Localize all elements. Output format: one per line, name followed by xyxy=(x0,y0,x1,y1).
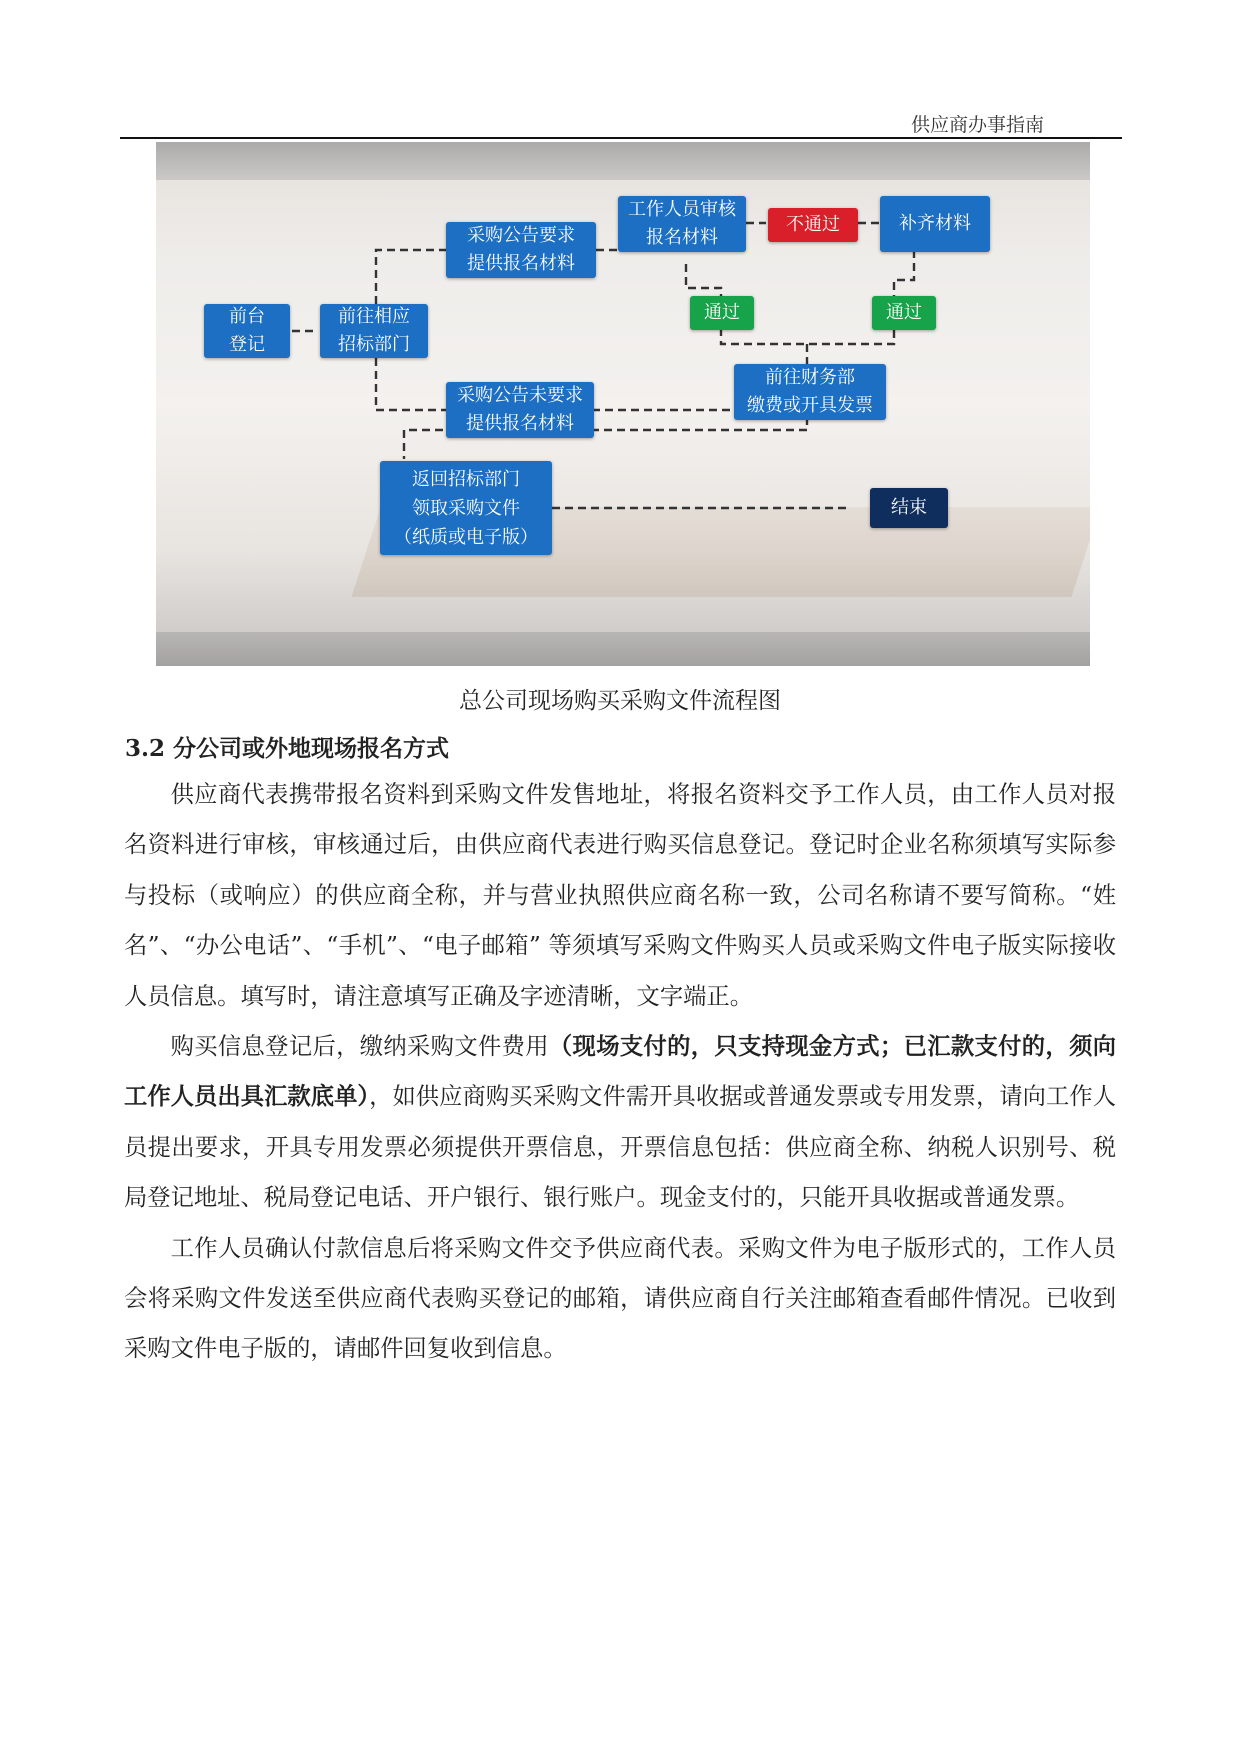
node-return-dept: 返回招标部门 领取采购文件 （纸质或电子版） xyxy=(380,461,552,555)
paragraph-1: 供应商代表携带报名资料到采购文件发售地址，将报名资料交予工作人员，由工作人员对报名资料进行审核，审核通过后，由供应商代表进行购买信息登记。登记时企业名称须填写实际参与投标（或响应）的供应商全称，并与营业执照供应商名称一致，公司名称请不要写简称。“姓名”、“办公电话”、“手机”、“电子邮箱” 等须填写采购文件购买人员或采购文件电子版实际接收人员信息。填写时，请注意填写正确及字迹清晰，文字端正。 xyxy=(124,781,1116,1010)
node-end: 结束 xyxy=(870,488,948,528)
paragraph-2 xyxy=(124,1022,1116,1224)
flowchart-figure xyxy=(156,142,1090,666)
node-no-req-materials: 采购公告未要求 提供报名材料 xyxy=(446,382,594,438)
connector-pass-merge xyxy=(721,328,894,344)
node-pass-2: 通过 xyxy=(872,296,936,330)
connector-review-to-pass1 xyxy=(686,264,721,296)
paragraph-2-part-b: ，如供应商购买采购文件需开具收据或普通发票或专用发票，请向工作人员提出要求，开具专用发票必须提供开票信息，开票信息包括：供应商全称、纳税人识别号、税局登记地址、税局登记电话、开户银行、银行账户。现金支付的，只能开具收据或普通发票。 xyxy=(124,1083,1116,1212)
paragraph-2-bold: （现场支付的，只支持现金方式；已汇款支付的，须向工作人员出具汇款底单） xyxy=(124,1033,1117,1111)
node-finance: 前往财务部 缴费或开具发票 xyxy=(734,364,886,420)
header-rule xyxy=(120,137,1122,139)
section-heading: 3.2 分公司或外地现场报名方式 xyxy=(125,735,450,762)
node-supplement: 补齐材料 xyxy=(880,196,990,252)
connector-dept-to-req xyxy=(376,250,446,304)
section-body xyxy=(124,770,1116,1375)
node-pass-1: 通过 xyxy=(690,296,754,330)
node-req-materials: 采购公告要求 提供报名材料 xyxy=(446,222,596,278)
node-front-desk: 前台 登记 xyxy=(204,304,290,358)
node-staff-review: 工作人员审核 报名材料 xyxy=(618,196,746,252)
paragraph-2-part-a: 购买信息登记后，缴纳采购文件费用 xyxy=(170,1033,549,1061)
paragraph-3: 工作人员确认付款信息后将采购文件交予供应商代表。采购文件为电子版形式的，工作人员会将采购文件发送至供应商代表购买登记的邮箱，请供应商自行关注邮箱查看邮件情况。已收到采购文件电子版的，请邮件回复收到信息。 xyxy=(124,1234,1116,1363)
node-fail: 不通过 xyxy=(768,208,858,242)
connector-supplement-to-pass2 xyxy=(894,250,914,296)
figure-caption: 总公司现场购买采购文件流程图 xyxy=(459,688,781,714)
header-title: 供应商办事指南 xyxy=(910,114,1044,136)
connector-dept-to-noreq xyxy=(376,358,446,410)
node-go-dept: 前往相应 招标部门 xyxy=(320,304,428,358)
